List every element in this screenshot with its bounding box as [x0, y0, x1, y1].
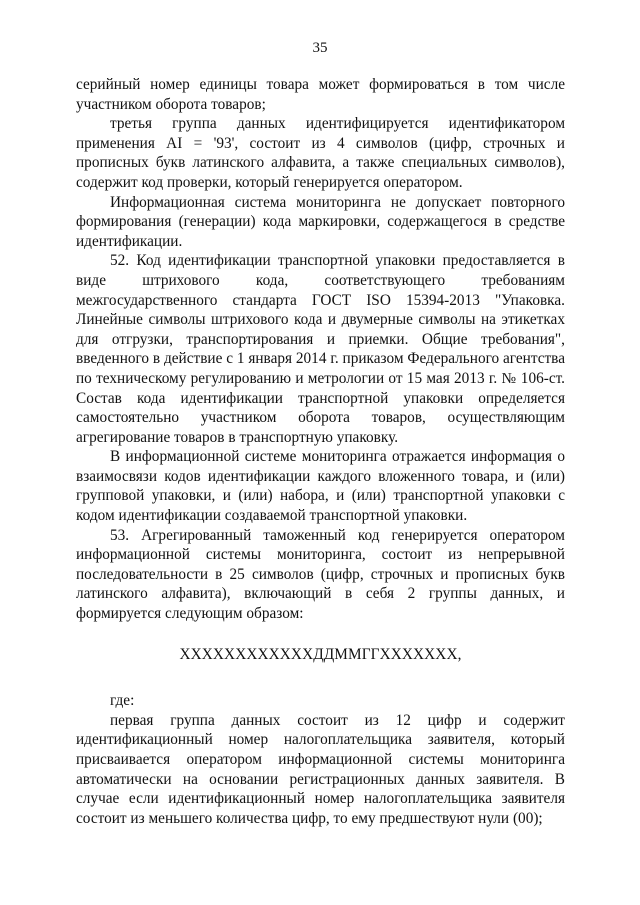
paragraph-clause-53: 53. Агрегированный таможенный код генерируется оператором информационной системы мониторинга, состоит из непрерывной последовательности в 25 символов (цифр, строчных и прописных букв латинского алфавита), включающий в себя 2 группы данных, и формируется следующим образом:	[76, 526, 565, 623]
paragraph-clause-52: 52. Код идентификации транспортной упаковки предоставляется в виде штрихового кода, соответствующего требованиям межгосударственного стандарта ГОСТ ISO 15394-2013 "Упаковка. Линейные символы штрихового кода и двумерные символы на этикетках для отгрузки, транспортирования и приемки. Общие требования", введенного в действие с 1 января 2014 г. приказом Федерального агентства по техническому регулированию и метрологии от 15 мая 2013 г. № 106-ст. Состав кода идентификации транспортной упаковки определяется самостоятельно участником оборота товаров, осуществляющим агрегирование товаров в транспортную упаковку.	[76, 252, 565, 446]
paragraph-third-group: третья группа данных идентифицируется идентификатором применения AI = '93', состоит из 4 символов (цифр, строчных и прописных букв латинского алфавита, а также специальных символов), содержит код проверки, который генерируется оператором.	[76, 115, 565, 191]
paragraph-no-repeat-generation: Информационная система мониторинга не допускает повторного формирования (генерации) кода маркировки, содержащегося в средстве идентификации.	[76, 193, 565, 250]
where-label: где:	[110, 692, 135, 710]
paragraph-first-group: первая группа данных состоит из 12 цифр и содержит идентификационный номер налогоплательщика заявителя, который присваивается оператором информационной системы мониторинга автоматически на основании регистрационных данных заявителя. В случае если идентификационный номер налогоплательщика заявителя состоит из меньшего количества цифр, то ему предшествуют нули (00);	[76, 711, 565, 827]
paragraph-serial-number: серийный номер единицы товара может формироваться в том числе участником оборота товаров;	[76, 76, 565, 113]
code-template: XXXXXXXXXXXXДДММГГXXXXXXX,	[179, 645, 462, 663]
paragraph-monitoring-relations: В информационной системе мониторинга отражается информация о взаимосвязи кодов идентификации каждого вложенного товара, и (или) групповой упаковки, и (или) набора, и (или) транспортной упаковки с кодом идентификации создаваемой транспортной упаковки.	[76, 448, 565, 525]
page-number: 35	[312, 40, 328, 56]
body-text	[76, 75, 565, 828]
